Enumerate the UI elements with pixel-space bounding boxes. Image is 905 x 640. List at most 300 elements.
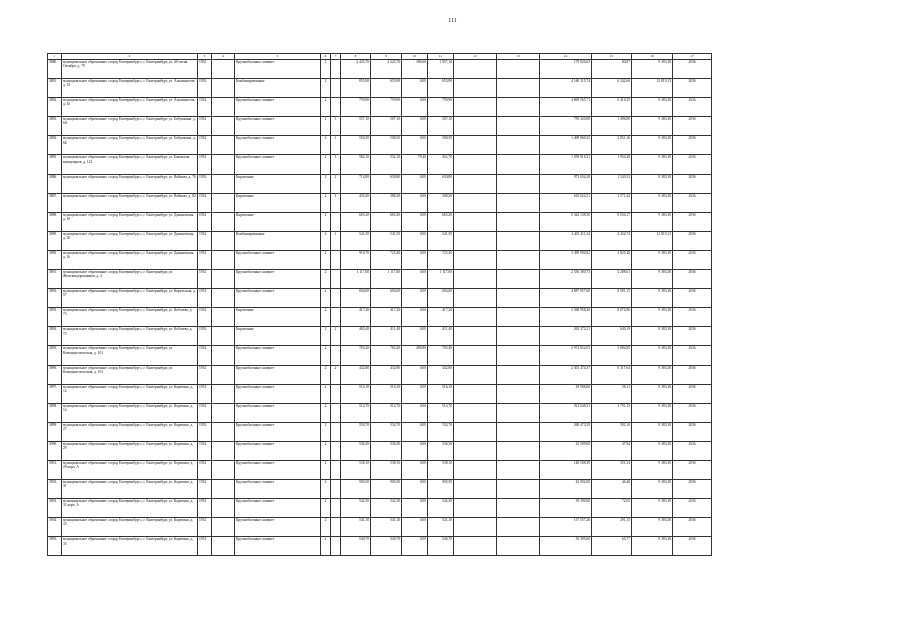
cell-max-cost: 9 383,38 — [632, 518, 673, 537]
cell-area-nonresidential: 0,00 — [402, 250, 428, 269]
cell-col-13 — [497, 250, 540, 269]
cell-owner-address: муниципальное образование «город Екатеринбург», г. Екатеринбург, ул. Железнодорожников, д. 4 — [62, 270, 198, 289]
cell-col-13 — [497, 60, 540, 79]
cell-area-nonresidential: 0,00 — [402, 403, 428, 422]
cell-entrances: 1 — [331, 231, 341, 250]
cell-col-4 — [212, 480, 235, 499]
cell-area-residential: 630,80 — [428, 174, 454, 193]
cell-col-4 — [212, 212, 235, 231]
cell-floors: 2 — [321, 365, 331, 384]
cell-end-year: 2036 — [673, 60, 712, 79]
cell-area-residential: 388,20 — [428, 193, 454, 212]
cell-entrances — [331, 289, 341, 308]
cell-floors: 2 — [321, 460, 331, 479]
cell-area-nonresidential: 0,00 — [402, 117, 428, 136]
cell-col-4 — [212, 117, 235, 136]
cell-area-nonresidential: 0,00 — [402, 422, 428, 441]
cell-row-number: 3884. — [48, 136, 62, 155]
cell-max-cost: 12 819,13 — [632, 79, 673, 98]
cell-total-area: 550,70 — [341, 422, 371, 441]
cell-col-12 — [454, 327, 497, 346]
cell-col-12 — [454, 98, 497, 117]
cell-row-number: 3881. — [48, 79, 62, 98]
cell-area-residential: 765,40 — [428, 346, 454, 365]
cell-floors: 2 — [321, 270, 331, 289]
cell-area-total: 541,10 — [371, 518, 402, 537]
cell-entrances — [331, 441, 341, 460]
cell-area-total: 765,20 — [371, 346, 402, 365]
table-row — [48, 155, 712, 174]
cell-cost-per-m2: 8 091,15 — [592, 289, 632, 308]
cell-col-4 — [212, 98, 235, 117]
cell-floors: 2 — [321, 231, 331, 250]
cell-owner-address: муниципальное образование «город Екатеринбург», г. Екатеринбург, ул. Баковская коммунаров, д. 123 — [62, 155, 198, 174]
cell-cost-per-m2: 2 851,16 — [592, 136, 632, 155]
table-row — [48, 327, 712, 346]
cell-max-cost: 9 383,38 — [632, 117, 673, 136]
cell-total-area: 665,20 — [341, 212, 371, 231]
cell-repair-cost: 973 654,28 — [540, 174, 592, 193]
cell-col-13 — [497, 98, 540, 117]
cell-wall-material: Крупноблочные сшивает — [235, 537, 321, 556]
cell-col-4 — [212, 250, 235, 269]
cell-col-13 — [497, 155, 540, 174]
cell-total-area: 516,10 — [341, 384, 371, 403]
cell-cost-per-m2: 3 884,80 — [592, 346, 632, 365]
cell-end-year: 2036 — [673, 441, 712, 460]
cell-repair-cost: 3 368 958,20 — [540, 308, 592, 327]
cell-wall-material: Кирпичные — [235, 212, 321, 231]
cell-wall-material: Крупноблочные сшивает — [235, 480, 321, 499]
cell-max-cost: 9 383,38 — [632, 537, 673, 556]
cell-area-total: 541,50 — [371, 231, 402, 250]
cell-max-cost: 12 819,13 — [632, 231, 673, 250]
cell-area-residential: 541,10 — [428, 518, 454, 537]
cell-build-year: 1952 — [198, 174, 212, 193]
cell-total-area: 557,10 — [341, 117, 371, 136]
cell-build-year: 1952 — [198, 231, 212, 250]
cell-max-cost: 9 383,38 — [632, 441, 673, 460]
cell-row-number: 3894. — [48, 327, 62, 346]
cell-col-13 — [497, 193, 540, 212]
column-number: 13 — [497, 54, 540, 60]
cell-col-4 — [212, 289, 235, 308]
cell-area-total: 2 225,70 — [371, 60, 402, 79]
cell-col-4 — [212, 174, 235, 193]
column-number: 4 — [212, 54, 235, 60]
cell-max-cost: 9 383,38 — [632, 308, 673, 327]
cell-cost-per-m2: 58,11 — [592, 384, 632, 403]
cell-area-nonresidential: 0,00 — [402, 327, 428, 346]
cell-entrances — [331, 499, 341, 518]
cell-max-cost: 9 383,38 — [632, 270, 673, 289]
cell-total-area: 541,10 — [341, 518, 371, 537]
cell-row-number: 3900. — [48, 441, 62, 460]
cell-area-nonresidential: 0,00 — [402, 289, 428, 308]
cell-total-area: 905,50 — [341, 480, 371, 499]
cell-entrances — [331, 60, 341, 79]
cell-end-year: 2036 — [673, 518, 712, 537]
cell-max-cost: 9 383,38 — [632, 365, 673, 384]
cell-repair-cost: 268 473,50 — [540, 422, 592, 441]
cell-wall-material: Крупноблочные сшивает — [235, 422, 321, 441]
cell-area-residential: 536,30 — [428, 441, 454, 460]
cell-col-13 — [497, 231, 540, 250]
cell-cost-per-m2: 5 317,64 — [592, 365, 632, 384]
housing-register-table — [47, 53, 712, 556]
cell-wall-material: Крупноблочные сшивает — [235, 499, 321, 518]
cell-col-13 — [497, 460, 540, 479]
cell-entrances: 1 — [331, 117, 341, 136]
cell-max-cost: 9 383,38 — [632, 289, 673, 308]
cell-floors: 5 — [321, 60, 331, 79]
cell-col-12 — [454, 518, 497, 537]
cell-cost-per-m2: 2 288,61 — [592, 270, 632, 289]
cell-total-area: 536,30 — [341, 441, 371, 460]
cell-col-4 — [212, 193, 235, 212]
cell-area-total: 725,40 — [371, 250, 402, 269]
cell-area-residential: 516,10 — [428, 384, 454, 403]
table-row — [48, 174, 712, 193]
cell-wall-material: Крупноблочные сшивает — [235, 270, 321, 289]
cell-total-area: 538,10 — [341, 460, 371, 479]
cell-area-total: 432,80 — [371, 365, 402, 384]
cell-col-4 — [212, 270, 235, 289]
cell-col-12 — [454, 155, 497, 174]
cell-col-12 — [454, 308, 497, 327]
cell-col-13 — [497, 384, 540, 403]
cell-total-area: 432,80 — [341, 365, 371, 384]
cell-owner-address: муниципальное образование «город Екатеринбург», г. Екатеринбург, ул. Бабушкина, д. 6А — [62, 117, 198, 136]
cell-col-4 — [212, 308, 235, 327]
cell-area-nonresidential: 0,00 — [402, 308, 428, 327]
cell-col-12 — [454, 289, 497, 308]
cell-area-residential: 540,70 — [428, 537, 454, 556]
cell-col-12 — [454, 79, 497, 98]
cell-area-nonresidential: 79,40 — [402, 155, 428, 174]
page-number: 111 — [448, 18, 457, 24]
cell-area-residential: 604,00 — [428, 289, 454, 308]
cell-wall-material: Крупноблочные сшивает — [235, 403, 321, 422]
cell-max-cost: 9 383,38 — [632, 327, 673, 346]
cell-repair-cost: 921 048,31 — [540, 403, 592, 422]
cell-end-year: 2036 — [673, 384, 712, 403]
cell-owner-address: муниципальное образование «город Екатеринбург», г. Екатеринбург, ул. Бабушкина, д. 6Б — [62, 136, 198, 155]
cell-repair-cost: 759 320,68 — [540, 117, 592, 136]
cell-total-area: 918,70 — [341, 250, 371, 269]
cell-build-year: 1952 — [198, 384, 212, 403]
cell-area-total: 514,70 — [371, 403, 402, 422]
cell-cost-per-m2: 1 496,80 — [592, 117, 632, 136]
cell-max-cost: 9 383,38 — [632, 499, 673, 518]
cell-col-13 — [497, 422, 540, 441]
cell-area-residential: 542,30 — [428, 499, 454, 518]
cell-floors: 2 — [321, 79, 331, 98]
cell-col-12 — [454, 193, 497, 212]
cell-entrances — [331, 518, 341, 537]
cell-end-year: 2036 — [673, 537, 712, 556]
cell-owner-address: муниципальное образование «город Екатеринбург», г. Екатеринбург, ул. Корепина, д. 33 — [62, 518, 198, 537]
table-row — [48, 537, 712, 556]
cell-wall-material: Крупноблочные сшивает — [235, 289, 321, 308]
cell-owner-address: муниципальное образование «город Екатеринбург», г. Екатеринбург, ул. Даньковская, д. 16 — [62, 250, 198, 269]
cell-cost-per-m2: 291,15 — [592, 518, 632, 537]
cell-end-year: 2036 — [673, 403, 712, 422]
cell-area-nonresidential: 0,00 — [402, 480, 428, 499]
table-row — [48, 193, 712, 212]
cell-row-number: 3883. — [48, 117, 62, 136]
cell-col-12 — [454, 117, 497, 136]
cell-row-number: 3885. — [48, 155, 62, 174]
cell-area-total: 542,30 — [371, 499, 402, 518]
cell-area-total: 665,20 — [371, 212, 402, 231]
cell-row-number: 3887. — [48, 193, 62, 212]
cell-total-area: 435,20 — [341, 193, 371, 212]
cell-owner-address: муниципальное образование «город Екатеринбург», г. Екатеринбург, ул. Альпинистов, д. 45 — [62, 98, 198, 117]
cell-col-4 — [212, 422, 235, 441]
cell-build-year: 1952 — [198, 480, 212, 499]
cell-build-year: 1952 — [198, 193, 212, 212]
cell-owner-address: муниципальное образование «город Екатеринбург», г. Екатеринбург, ул. Корепина, д. 29 — [62, 441, 198, 460]
cell-area-nonresidential: 0,00 — [402, 231, 428, 250]
column-number: 8 — [341, 54, 371, 60]
cell-wall-material: Крупноблочные сшивает — [235, 136, 321, 155]
cell-cost-per-m2: 6 410,25 — [592, 98, 632, 117]
cell-repair-cost: 179 826,63 — [540, 60, 592, 79]
cell-area-residential: 507,10 — [428, 117, 454, 136]
cell-area-residential: 1 117,00 — [428, 270, 454, 289]
cell-end-year: 2036 — [673, 193, 712, 212]
cell-col-12 — [454, 60, 497, 79]
cell-row-number: 3893. — [48, 308, 62, 327]
cell-row-number: 3901. — [48, 460, 62, 479]
cell-col-13 — [497, 365, 540, 384]
cell-floors: 2 — [321, 250, 331, 269]
cell-total-area: 417,20 — [341, 308, 371, 327]
cell-cost-per-m2: 72,65 — [592, 499, 632, 518]
cell-wall-material: Комбинированные — [235, 231, 321, 250]
cell-col-4 — [212, 60, 235, 79]
cell-total-area: 541,50 — [341, 231, 371, 250]
cell-end-year: 2036 — [673, 460, 712, 479]
cell-area-nonresidential: 0,00 — [402, 136, 428, 155]
cell-owner-address: муниципальное образование «город Екатеринбург», г. Екатеринбург, ул. Даньковская, д. 20 — [62, 231, 198, 250]
table-row — [48, 403, 712, 422]
table-row — [48, 422, 712, 441]
cell-cost-per-m2: 1 543,52 — [592, 174, 632, 193]
table-row — [48, 346, 712, 365]
table-row — [48, 98, 712, 117]
cell-owner-address: муниципальное образование «город Екатеринбург», г. Екатеринбург, ул. Корепина, д. 29 корп. А — [62, 460, 198, 479]
cell-row-number: 3880. — [48, 60, 62, 79]
column-number: 3 — [198, 54, 212, 60]
cell-floors: 2 — [321, 174, 331, 193]
cell-end-year: 2036 — [673, 308, 712, 327]
cell-row-number: 3903. — [48, 499, 62, 518]
cell-build-year: 1952 — [198, 289, 212, 308]
cell-repair-cost: 148 508,29 — [540, 460, 592, 479]
cell-area-nonresidential: 0,00 — [402, 365, 428, 384]
cell-repair-cost: 4 869 565,71 — [540, 98, 592, 117]
cell-total-area: 542,30 — [341, 499, 371, 518]
cell-end-year: 2036 — [673, 422, 712, 441]
cell-area-nonresidential: 0,00 — [402, 460, 428, 479]
cell-area-nonresidential: 0,00 — [402, 384, 428, 403]
cell-entrances: 1 — [331, 193, 341, 212]
cell-wall-material: Кирпичные — [235, 174, 321, 193]
cell-col-4 — [212, 155, 235, 174]
cell-col-13 — [497, 346, 540, 365]
cell-row-number: 3899. — [48, 422, 62, 441]
column-number: 1 — [48, 54, 62, 60]
cell-col-12 — [454, 231, 497, 250]
cell-floors: 2 — [321, 193, 331, 212]
cell-floors: 2 — [321, 98, 331, 117]
cell-wall-material: Крупноблочные сшивает — [235, 155, 321, 174]
cell-total-area: 759,90 — [341, 98, 371, 117]
cell-entrances: 2 — [331, 365, 341, 384]
cell-area-nonresidential: 0,00 — [402, 537, 428, 556]
cell-area-nonresidential: 0,00 — [402, 79, 428, 98]
cell-col-13 — [497, 79, 540, 98]
cell-col-13 — [497, 518, 540, 537]
cell-col-4 — [212, 231, 235, 250]
column-number: 12 — [454, 54, 497, 60]
cell-floors: 2 — [321, 346, 331, 365]
cell-row-number: 3890. — [48, 250, 62, 269]
table-row — [48, 308, 712, 327]
cell-total-area: 540,70 — [341, 537, 371, 556]
cell-floors: 2 — [321, 384, 331, 403]
cell-end-year: 2036 — [673, 250, 712, 269]
cell-col-13 — [497, 441, 540, 460]
cell-row-number: 3897. — [48, 384, 62, 403]
cell-build-year: 1952 — [198, 365, 212, 384]
cell-col-4 — [212, 79, 235, 98]
cell-build-year: 1952 — [198, 136, 212, 155]
cell-col-12 — [454, 270, 497, 289]
cell-col-4 — [212, 346, 235, 365]
cell-entrances — [331, 346, 341, 365]
cell-owner-address: муниципальное образование «город Екатеринбург», г. Екатеринбург, ул. Даньковская, д. 18 — [62, 212, 198, 231]
cell-entrances: 2 — [331, 327, 341, 346]
cell-repair-cost: 1 409 969,25 — [540, 136, 592, 155]
cell-repair-cost: 25 509,00 — [540, 441, 592, 460]
cell-max-cost: 9 383,38 — [632, 174, 673, 193]
cell-wall-material: Крупноблочные сшивает — [235, 384, 321, 403]
cell-area-residential: 1 957,10 — [428, 60, 454, 79]
cell-col-4 — [212, 537, 235, 556]
cell-owner-address: муниципальное образование «город Екатеринбург», г. Екатеринбург, ул. Корепина, д. 12 — [62, 384, 198, 403]
cell-max-cost: 9 383,38 — [632, 193, 673, 212]
cell-area-total: 905,50 — [371, 480, 402, 499]
cell-area-residential: 725,40 — [428, 250, 454, 269]
column-number: 5 — [235, 54, 321, 60]
cell-col-12 — [454, 422, 497, 441]
cell-area-residential: 534,70 — [428, 422, 454, 441]
cell-col-13 — [497, 480, 540, 499]
cell-cost-per-m2: 640,19 — [592, 327, 632, 346]
cell-area-total: 417,20 — [371, 308, 402, 327]
cell-end-year: 2036 — [673, 174, 712, 193]
cell-row-number: 3886. — [48, 174, 62, 193]
cell-entrances — [331, 212, 341, 231]
cell-owner-address: муниципальное образование «город Екатеринбург», г. Екатеринбург, ул. Карельская, д. 57 — [62, 289, 198, 308]
cell-build-year: 1952 — [198, 327, 212, 346]
cell-max-cost: 9 383,38 — [632, 60, 673, 79]
cell-owner-address: муниципальное образование «город Екатеринбург», г. Екатеринбург, ул. Корепина, д. 31 корп. А — [62, 499, 198, 518]
cell-repair-cost: 610 024,51 — [540, 193, 592, 212]
column-number: 7 — [331, 54, 341, 60]
table-row — [48, 117, 712, 136]
cell-area-residential: 417,20 — [428, 308, 454, 327]
cell-wall-material: Крупноблочные сшивает — [235, 98, 321, 117]
cell-total-area: 765,20 — [341, 346, 371, 365]
column-number: 10 — [402, 54, 428, 60]
cell-total-area: 514,70 — [341, 403, 371, 422]
cell-repair-cost: 2 401 411,34 — [540, 231, 592, 250]
cell-col-4 — [212, 384, 235, 403]
cell-wall-material: Крупноблочные сшивает — [235, 117, 321, 136]
cell-end-year: 2036 — [673, 136, 712, 155]
cell-cost-per-m2: 65,77 — [592, 537, 632, 556]
cell-floors: 2 — [321, 289, 331, 308]
table-row — [48, 365, 712, 384]
cell-col-12 — [454, 250, 497, 269]
cell-area-residential: 514,70 — [428, 403, 454, 422]
cell-col-13 — [497, 308, 540, 327]
cell-repair-cost: 42 002,00 — [540, 480, 592, 499]
cell-area-nonresidential: 0,00 — [402, 98, 428, 117]
cell-row-number: 3882. — [48, 98, 62, 117]
column-number: 2 — [62, 54, 198, 60]
column-number: 11 — [428, 54, 454, 60]
cell-floors: 2 — [321, 136, 331, 155]
cell-end-year: 2036 — [673, 117, 712, 136]
cell-col-12 — [454, 460, 497, 479]
cell-build-year: 1952 — [198, 98, 212, 117]
cell-wall-material: Крупноблочные сшивает — [235, 250, 321, 269]
cell-col-12 — [454, 537, 497, 556]
cell-col-12 — [454, 441, 497, 460]
cell-owner-address: муниципальное образование «город Екатеринбург», г. Екатеринбург, ул. Корепина, д. 31 — [62, 480, 198, 499]
cell-area-residential: 432,80 — [428, 365, 454, 384]
cell-max-cost: 9 383,38 — [632, 98, 673, 117]
cell-repair-cost: 29 908,00 — [540, 384, 592, 403]
cell-cost-per-m2: 351,14 — [592, 460, 632, 479]
cell-repair-cost: 3 499 994,82 — [540, 250, 592, 269]
cell-cost-per-m2: 4 434,74 — [592, 231, 632, 250]
cell-col-4 — [212, 518, 235, 537]
cell-row-number: 3892. — [48, 289, 62, 308]
cell-floors: 2 — [321, 441, 331, 460]
cell-build-year: 1952 — [198, 270, 212, 289]
cell-cost-per-m2: 502,10 — [592, 422, 632, 441]
cell-owner-address: муниципальное образование «город Екатеринбург», г. Екатеринбург, ул. Корепина, д. 27 — [62, 422, 198, 441]
cell-entrances — [331, 270, 341, 289]
cell-area-total: 759,90 — [371, 98, 402, 117]
cell-cost-per-m2: 80,87 — [592, 60, 632, 79]
cell-end-year: 2036 — [673, 365, 712, 384]
cell-col-12 — [454, 499, 497, 518]
column-number: 16 — [632, 54, 673, 60]
table-row — [48, 231, 712, 250]
cell-repair-cost: 263 372,21 — [540, 327, 592, 346]
cell-col-12 — [454, 346, 497, 365]
cell-floors: 2 — [321, 422, 331, 441]
cell-owner-address: муниципальное образование «город Екатеринбург», г. Екатеринбург, ул. Альпинистов, д. 43 — [62, 79, 198, 98]
table-row — [48, 270, 712, 289]
